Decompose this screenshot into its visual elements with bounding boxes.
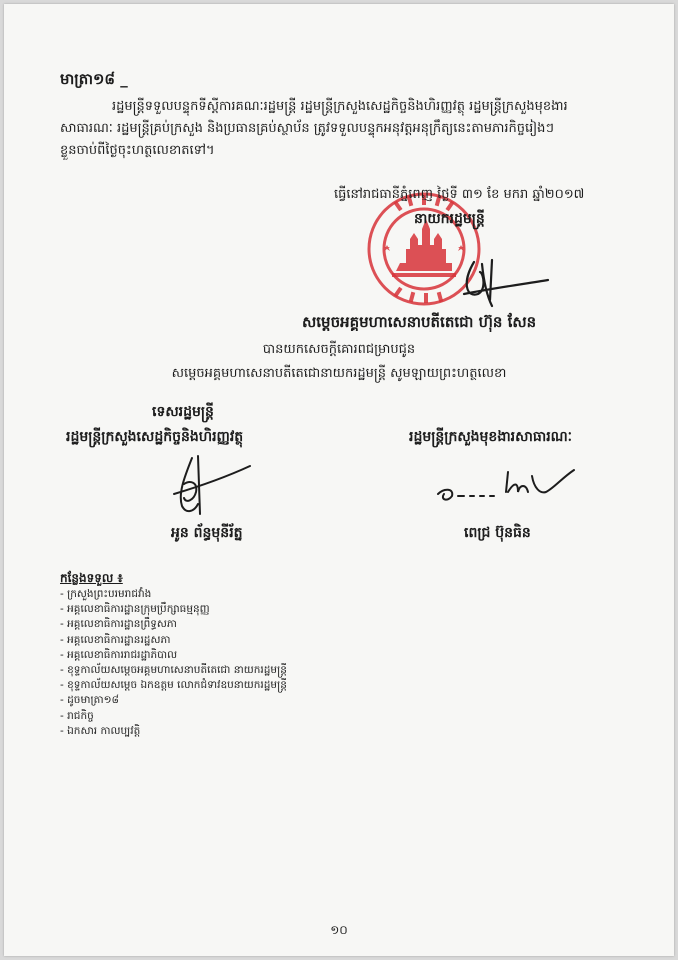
recipients-heading: កន្លែងទទួល ៖ — [60, 571, 123, 585]
cosigner-left-title-2: រដ្ឋមន្ត្រីក្រសួងសេដ្ឋកិច្ចនិងហិរញ្ញវត្ថុ — [66, 429, 244, 445]
cosigner-left-title-1: ទេសរដ្ឋមន្ត្រី — [152, 404, 214, 420]
list-item: - ខុទ្ទកាល័យសម្តេចអគ្គមហាសេនាបតីតេជោ នាយករដ្ឋមន្ត្រី — [60, 663, 287, 678]
cosigner-left-name: អូន ព័ន្ធមុនីរ័ត្ន — [171, 525, 243, 541]
list-item: - ខុទ្ទកាល័យសម្តេច ឯកឧត្តម លោកជំទាវឧបនាយករដ្ឋមន្ត្រី — [60, 678, 287, 693]
prime-minister-title: នាយករដ្ឋមន្ត្រី — [414, 211, 485, 227]
document-page — [4, 4, 674, 956]
cosigner-right-name: ពេជ្រ ប៊ុនធិន — [464, 525, 531, 541]
list-item: - រាជកិច្ច — [60, 709, 287, 724]
cosigner-right-title: រដ្ឋមន្ត្រីក្រសួងមុខងារសាធារណៈ — [409, 429, 573, 445]
list-item: - អគ្គលេខាធិការដ្ឋានព្រឹទ្ធសភា — [60, 617, 287, 632]
recommendation-line-1: បានយកសេចក្តីគោរពជម្រាបជូន — [262, 342, 416, 357]
list-item: - ដូចមាត្រា១៨ — [60, 693, 287, 708]
body-line-2: សាធារណៈ រដ្ឋមន្ត្រីគ្រប់ក្រសួង និងប្រធានគ្រប់ស្ថាប័ន ត្រូវទទួលបន្ទុកអនុវត្តអនុក្រឹត្យនេះតាមភារកិច្ចរៀងៗ — [60, 121, 554, 136]
body-line-3: ខ្លួនចាប់ពីថ្ងៃចុះហត្ថលេខាតទៅ។ — [60, 143, 215, 158]
list-item: - អគ្គលេខាធិការដ្ឋានក្រុមប្រឹក្សាធម្មនុញ្ញ — [60, 602, 287, 617]
cosigner-left-signature — [154, 454, 264, 520]
prime-minister-name: សម្តេចអគ្គមហាសេនាបតីតេជោ ហ៊ុន សែន — [302, 313, 537, 331]
list-item: - ឯកសារ កាលប្បវត្តិ — [60, 724, 287, 739]
list-item: - អគ្គលេខាធិការដ្ឋានរដ្ឋសភា — [60, 633, 287, 648]
cosigner-right-signature — [434, 462, 604, 512]
list-item: - ក្រសួងព្រះបរមរាជវាំង — [60, 587, 287, 602]
article-heading: មាត្រា១៨ _ — [60, 70, 128, 88]
body-line-1: រដ្ឋមន្ត្រីទទួលបន្ទុកទីស្តីការគណៈរដ្ឋមន្ត្រី រដ្ឋមន្ត្រីក្រសួងសេដ្ឋកិច្ចនិងហិរញ្ញវត្ថុ រដ្ឋមន្ត្រីក្រសួងមុខងារ — [112, 99, 568, 114]
recommendation-line-2: សម្តេចអគ្គមហាសេនាបតីតេជោនាយករដ្ឋមន្ត្រី សូមឡាយព្រះហត្ថលេខា — [171, 366, 507, 381]
prime-minister-signature — [444, 254, 554, 314]
recipients-list — [60, 587, 287, 739]
list-item: - អគ្គលេខាធិការរាជរដ្ឋាភិបាល — [60, 648, 287, 663]
signing-date: ធ្វើនៅរាជធានីភ្នំពេញ ថ្ងៃទី ៣១ ខែ មករា ឆ្នាំ២០១៧ — [334, 187, 585, 202]
page-number: ១០ — [330, 923, 348, 937]
